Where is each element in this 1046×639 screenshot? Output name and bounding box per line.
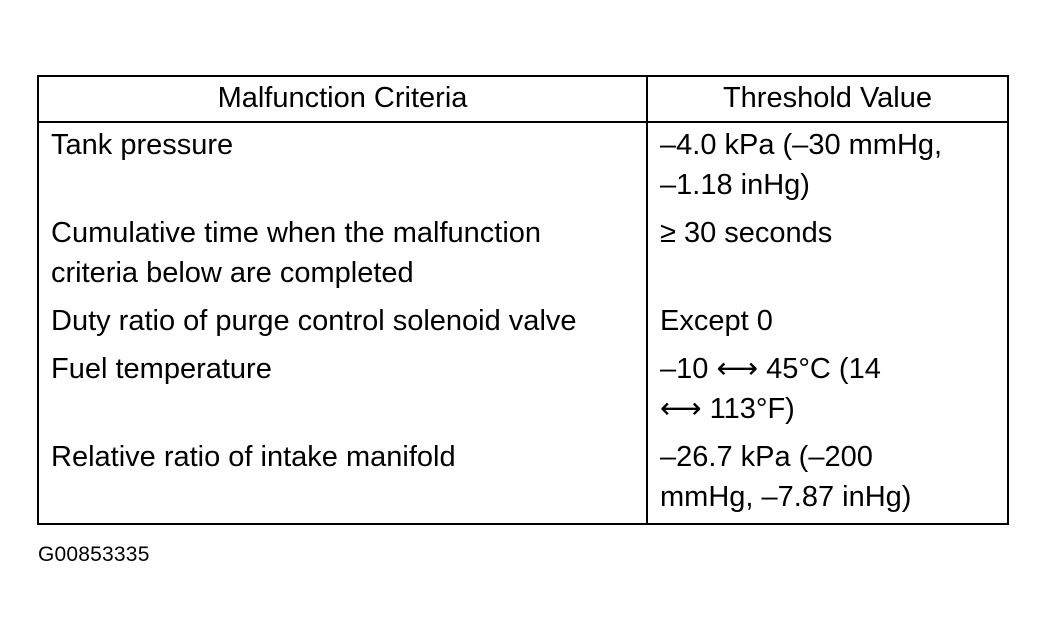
criteria-cell (39, 211, 648, 299)
criteria-text: Relative ratio of intake manifold (51, 441, 456, 473)
table-row (39, 211, 1007, 299)
threshold-cell (648, 123, 1007, 211)
threshold-text: ≥ 30 seconds (660, 217, 833, 249)
threshold-cell (648, 299, 1007, 347)
criteria-text: Duty ratio of purge control solenoid valve (51, 305, 577, 337)
criteria-cell (39, 347, 648, 435)
criteria-text: Fuel temperature (51, 353, 272, 385)
criteria-text: criteria below are completed (51, 257, 414, 289)
threshold-text: –4.0 kPa (–30 mmHg, (660, 129, 943, 161)
threshold-text: Except 0 (660, 305, 773, 337)
criteria-text: Tank pressure (51, 129, 234, 161)
criteria-cell (39, 299, 648, 347)
threshold-text: mmHg, –7.87 inHg) (660, 481, 912, 513)
header-threshold-value: Threshold Value (722, 82, 933, 114)
criteria-table (37, 75, 1009, 525)
criteria-cell (39, 123, 648, 211)
table-row (39, 435, 1007, 523)
figure-code: G00853335 (38, 543, 150, 566)
threshold-cell (648, 211, 1007, 299)
threshold-cell (648, 347, 1007, 435)
table-row (39, 299, 1007, 347)
table-row (39, 123, 1007, 211)
threshold-text: –1.18 inHg) (660, 169, 810, 201)
threshold-text: –26.7 kPa (–200 (660, 441, 873, 473)
table-row (39, 347, 1007, 435)
criteria-text: Cumulative time when the malfunction (51, 217, 542, 249)
threshold-text: ⟷ 113°F) (660, 393, 795, 425)
criteria-cell (39, 435, 648, 523)
header-malfunction-criteria: Malfunction Criteria (39, 77, 648, 121)
threshold-cell (648, 435, 1007, 523)
table-header-row (39, 77, 1007, 123)
threshold-text: –10 ⟷ 45°C (14 (660, 353, 881, 385)
